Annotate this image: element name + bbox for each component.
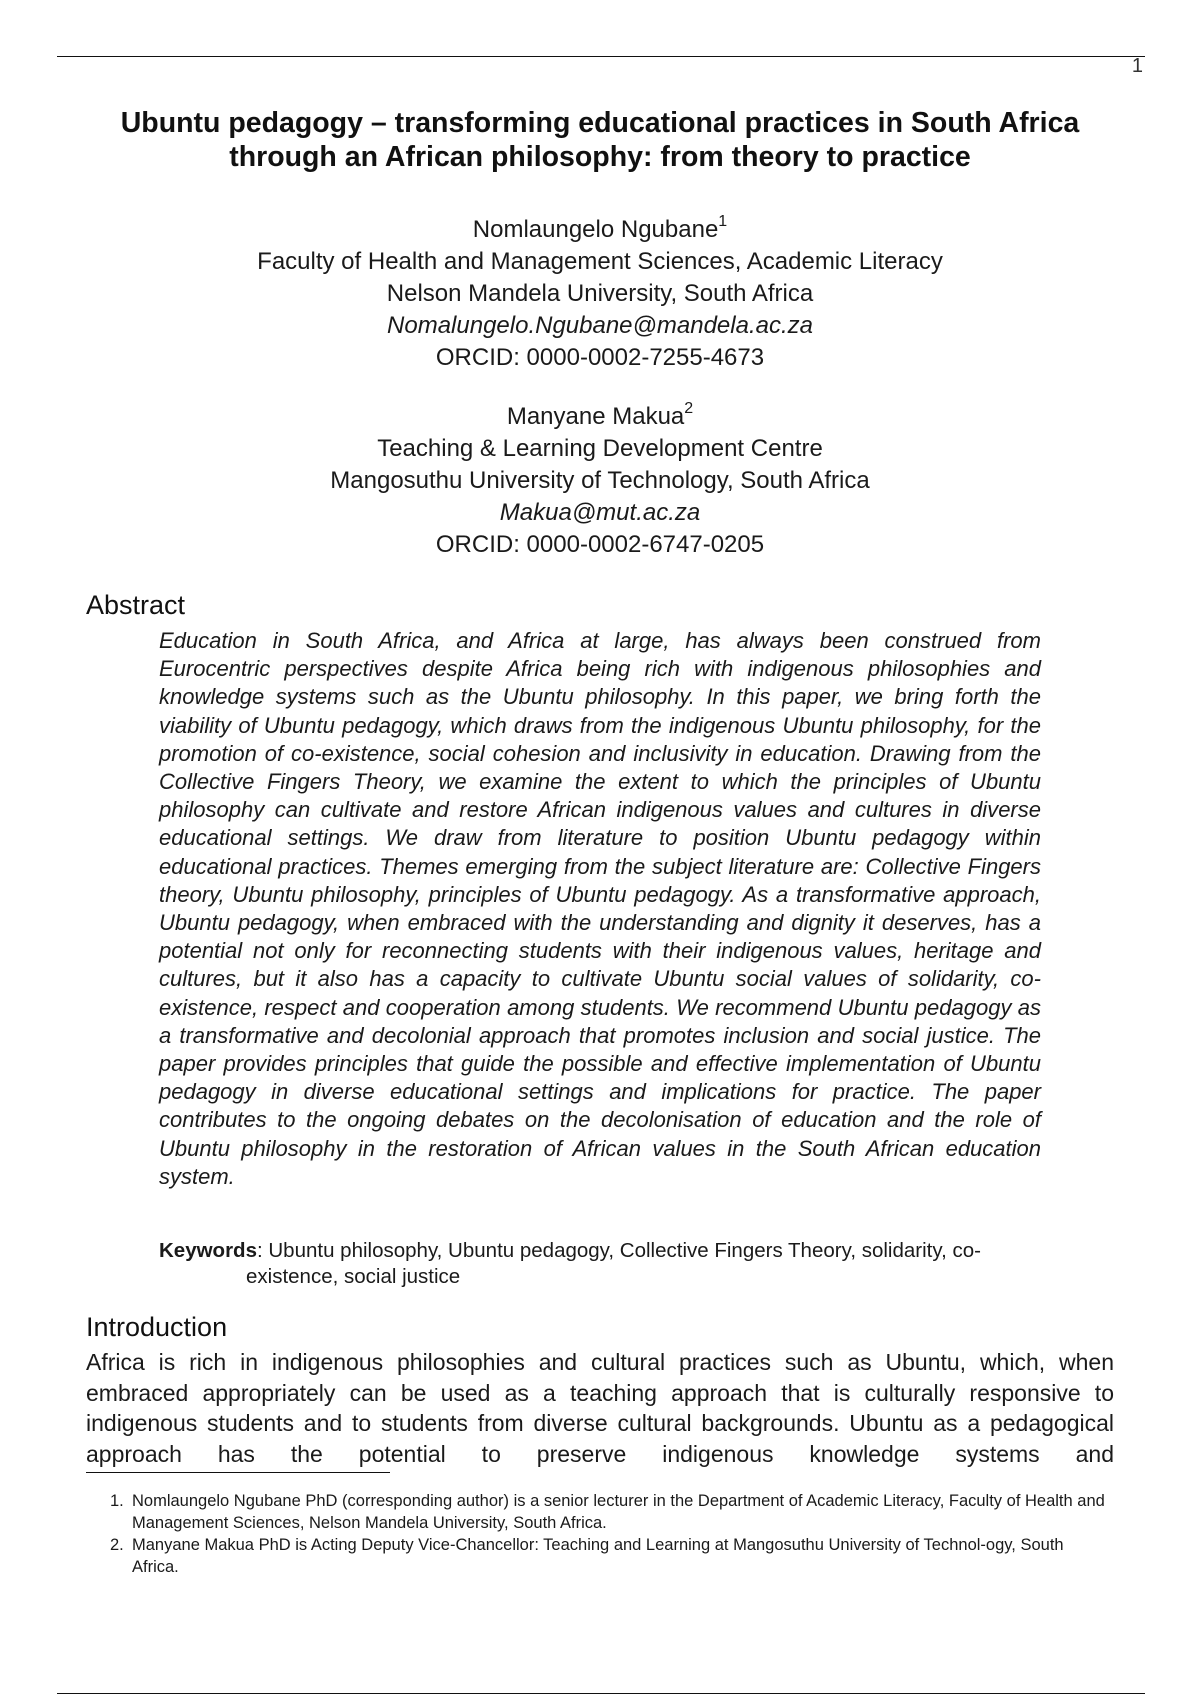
author-email[interactable]: Nomalungelo.Ngubane@mandela.ac.za: [387, 312, 813, 339]
paper-title-line-1: Ubuntu pedagogy – transforming educational practices in South Africa: [120, 107, 1080, 139]
author-orcid: ORCID: 0000-0002-6747-0205: [435, 531, 765, 558]
abstract-text: Education in South Africa, and Africa at large, has always been construed from Eurocentric perspectives despite Africa being rich with indigenous philosophies and knowledge systems such as the Ubuntu philosophy. In this paper, we bring forth the viability of Ubuntu pedagogy, which draws from the indigenous Ubuntu philosophy, for the promotion of co-existence, social cohesion and inclusivity in education. Drawing from the Collective Fingers Theory, we examine the extent to which the principles of Ubuntu philosophy can cultivate and restore African indigenous values and cultures in diverse educational settings. We draw from literature to position Ubuntu pedagogy within educational practices. Themes emerging from the subject literature are: Collective Fingers theory, Ubuntu philosophy, principles of Ubuntu pedagogy. As a transformative approach, Ubuntu pedagogy, when embraced with the understanding and dignity it deserves, has a potential not only for reconnecting students with their indigenous values, heritage and cultures, but it also has a capacity to cultivate Ubuntu social values of solidarity, co-existence, respect and cooperation among students. We recommend Ubuntu pedagogy as a transformative and decolonial approach that promotes inclusion and social justice. The paper provides principles that guide the possible and effective implementation of Ubuntu pedagogy in diverse educational settings and implications for practice. The paper contributes to the ongoing debates on the decolonisation of education and the role of Ubuntu philosophy in the restoration of African values in the South African education system.: [159, 628, 1041, 1189]
author-institution: Nelson Mandela University, South Africa: [386, 280, 814, 307]
footnotes-list: [110, 1490, 1110, 1578]
introduction-heading: Introduction: [86, 1312, 228, 1342]
introduction-text: Africa is rich in indigenous philosophies and cultural practices such as Ubuntu, which, when embraced appropriately can be used as a teaching approach that is culturally responsive to indigenous students and to students from diverse cultural backgrounds. Ubuntu as a pedagogical approach has the potential to preserve indigenous knowledge systems and: [86, 1349, 1114, 1467]
author-footnote-mark[interactable]: 2: [684, 400, 694, 417]
author-footnote-mark[interactable]: 1: [718, 213, 728, 230]
footnote-number: 2.: [110, 1536, 124, 1554]
footnote-item: [110, 1534, 1110, 1578]
author-email[interactable]: Makua@mut.ac.za: [499, 499, 701, 526]
footnote-separator: [86, 1472, 390, 1473]
paper-title: [80, 106, 1120, 174]
keywords: [159, 1238, 1059, 1290]
author-block-2: [100, 401, 1100, 561]
author-name: Nomlaungelo Ngubane: [472, 216, 719, 243]
footnote-number: 1.: [110, 1492, 124, 1510]
author-name-line: [100, 214, 1100, 246]
footnote-text: Manyane Makua PhD is Acting Deputy Vice-Chancellor: Teaching and Learning at Mangosuthu University of Technol-ogy, South Africa.: [132, 1536, 1064, 1576]
author-affiliation: Teaching & Learning Development Centre: [377, 435, 823, 462]
keywords-line-1: : Ubuntu philosophy, Ubuntu pedagogy, Collective Fingers Theory, solidarity, co-: [256, 1239, 981, 1262]
author-name: Manyane Makua: [506, 403, 685, 430]
author-block-1: [100, 214, 1100, 374]
author-orcid: ORCID: 0000-0002-7255-4673: [435, 344, 765, 371]
page-number: 1: [1131, 55, 1143, 77]
author-affiliation: Faculty of Health and Management Sciences, Academic Literacy: [257, 248, 943, 275]
keywords-line-2: existence, social justice: [246, 1265, 461, 1288]
author-institution: Mangosuthu University of Technology, South Africa: [330, 467, 870, 494]
header-rule: [57, 56, 1145, 57]
keywords-label: Keywords: [159, 1239, 257, 1262]
author-name-line: [100, 401, 1100, 433]
paper-title-line-2: through an African philosophy: from theory to practice: [229, 141, 971, 173]
abstract-heading: Abstract: [86, 590, 186, 620]
footnote-item: [110, 1490, 1110, 1534]
footnote-text: Nomlaungelo Ngubane PhD (corresponding author) is a senior lecturer in the Department of Academic Literacy, Faculty of Health and Management Sciences, Nelson Mandela University, South Africa.: [132, 1492, 1105, 1532]
footer-rule: [57, 1693, 1145, 1694]
